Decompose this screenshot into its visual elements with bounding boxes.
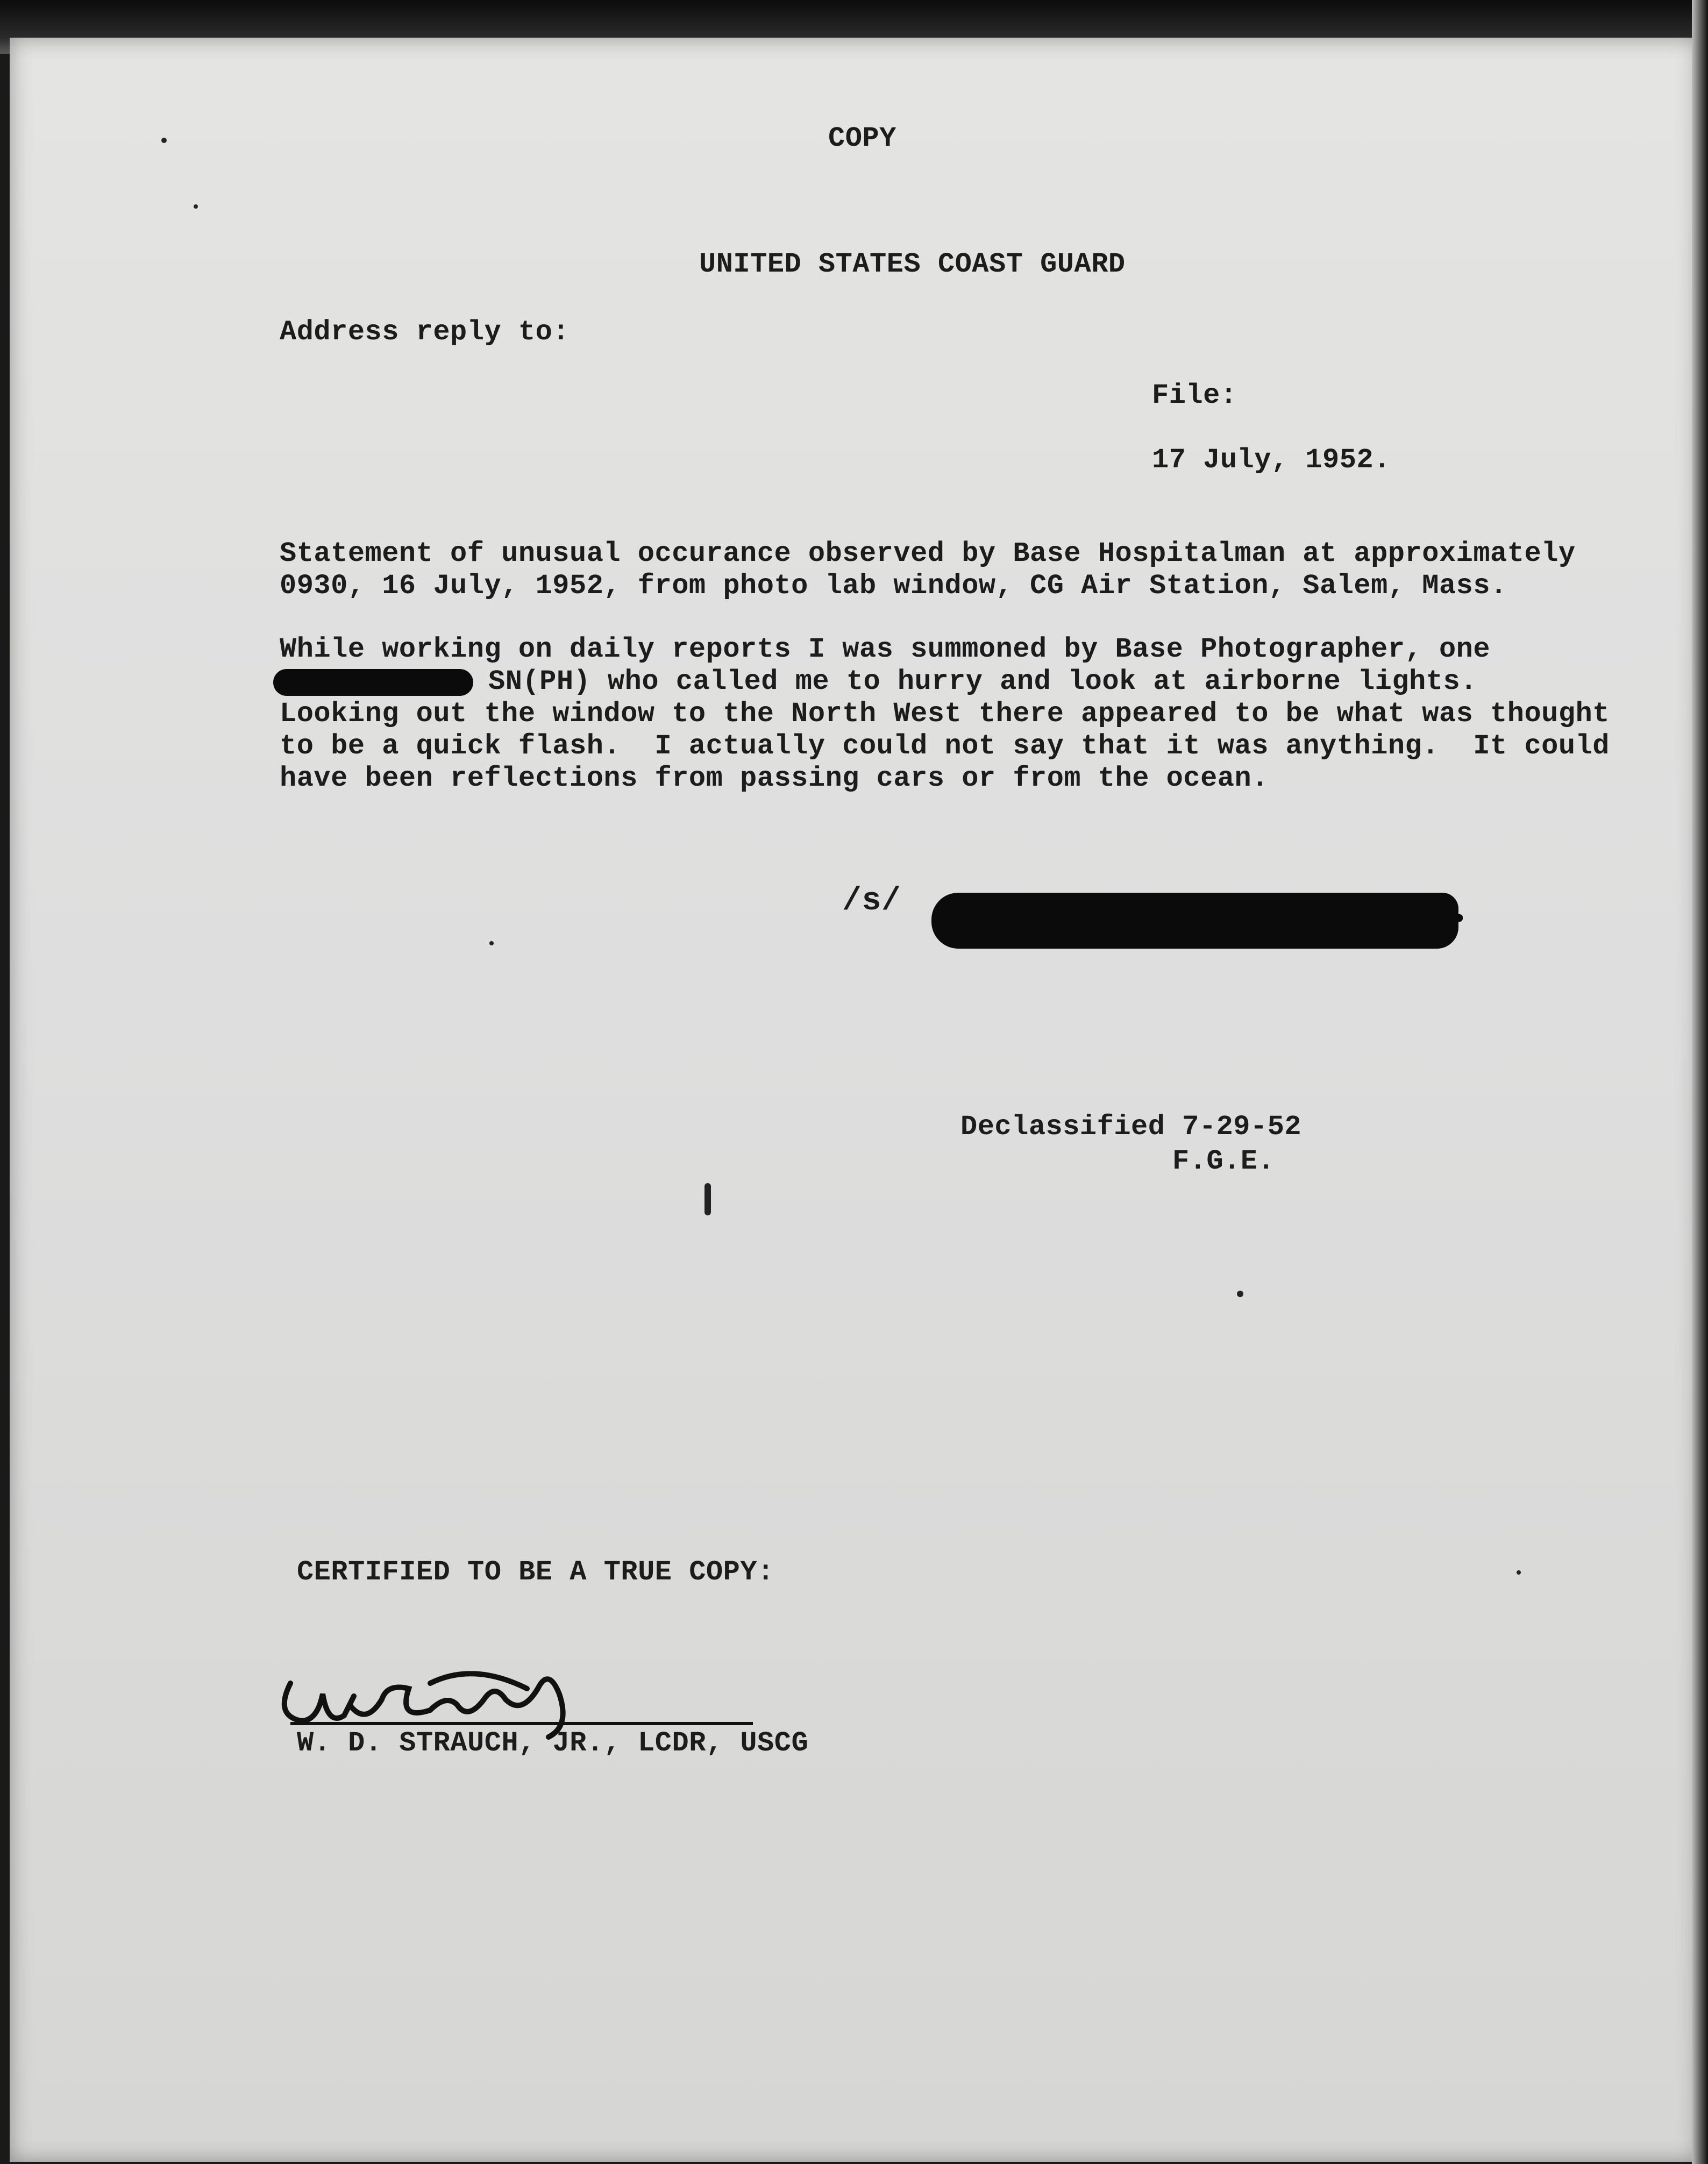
- body-line-5: have been reflections from passing cars or from the ocean.: [280, 763, 1269, 794]
- document-page: [10, 38, 1698, 2162]
- certifier-name: W. D. STRAUCH, JR., LCDR, USCG: [297, 1727, 809, 1759]
- body-line-1: While working on daily reports I was summoned by Base Photographer, one: [280, 633, 1491, 665]
- file-label: File:: [1152, 380, 1237, 411]
- address-reply-label: Address reply to:: [280, 316, 570, 348]
- agency-heading: UNITED STATES COAST GUARD: [699, 248, 1126, 280]
- declassified-stamp: Declassified 7-29-52: [960, 1111, 1302, 1143]
- body-line-2: SN(PH) who called me to hurry and look at airborne lights.: [488, 666, 1477, 697]
- copy-mark: COPY: [828, 123, 896, 154]
- scan-speck: [161, 138, 167, 143]
- subject-line-1: Statement of unusual occurance observed by Base Hospitalman at approximately: [280, 538, 1576, 570]
- declassified-initials: F.G.E.: [1172, 1145, 1275, 1177]
- certification-line: CERTIFIED TO BE A TRUE COPY:: [297, 1556, 774, 1588]
- scan-speck: [1237, 1291, 1243, 1297]
- scan-speck: [704, 1183, 711, 1215]
- scan-speck: [1517, 1570, 1521, 1575]
- body-line-4: to be a quick flash. I actually could not say that it was anything. It could: [280, 730, 1610, 762]
- scan-right-edge: [1692, 0, 1708, 2164]
- redaction-name: [273, 669, 473, 696]
- scan-speck: [489, 941, 494, 945]
- scan-speck: [194, 204, 198, 209]
- subject-line-2: 0930, 16 July, 1952, from photo lab window, CG Air Station, Salem, Mass.: [280, 570, 1507, 602]
- signature-mark: /s/: [842, 883, 901, 920]
- body-line-3: Looking out the window to the North West there appeared to be what was thought: [280, 698, 1610, 730]
- document-date: 17 July, 1952.: [1152, 444, 1391, 476]
- redaction-signature-stroke: [1237, 914, 1463, 922]
